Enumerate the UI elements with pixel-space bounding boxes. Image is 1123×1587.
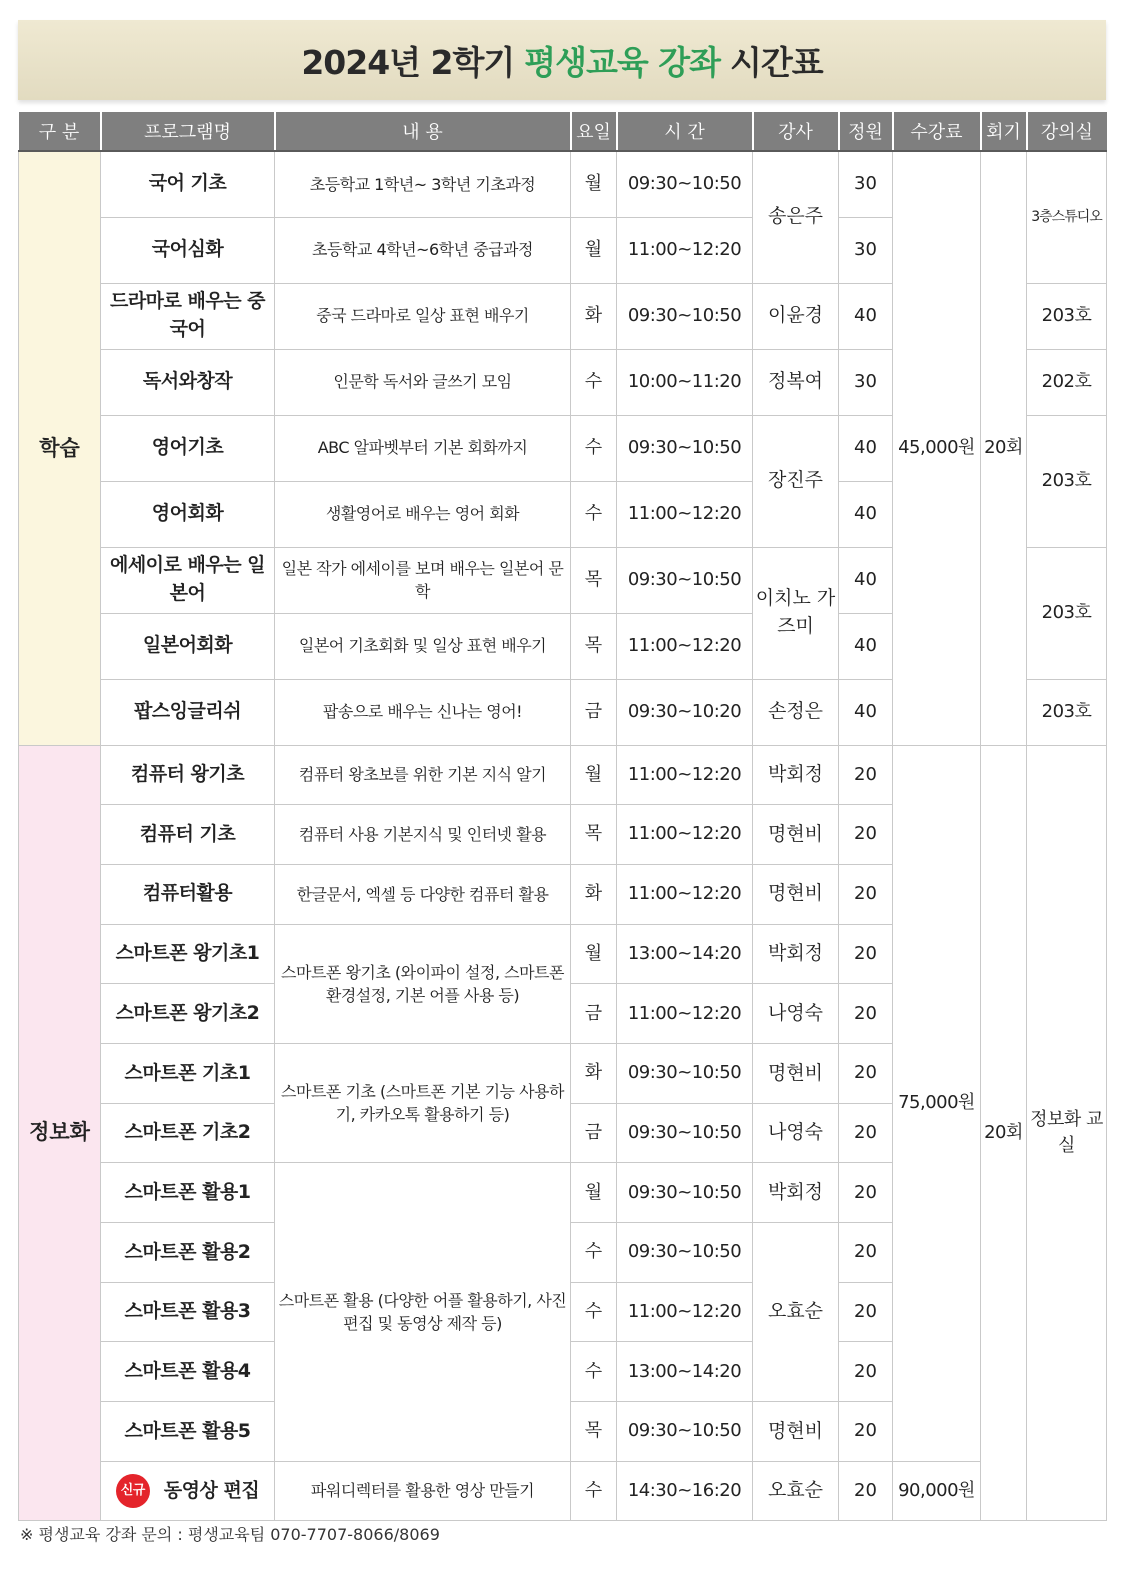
- time: 11:00~12:20: [617, 481, 753, 547]
- instructor: 박회정: [753, 745, 839, 805]
- instructor: 장진주: [753, 415, 839, 547]
- day: 월: [571, 924, 617, 984]
- header-program: 프로그램명: [101, 112, 275, 151]
- capacity: 20: [839, 1103, 893, 1163]
- instructor: 오효순: [753, 1461, 839, 1520]
- capacity: 40: [839, 547, 893, 613]
- time: 09:30~10:50: [617, 283, 753, 349]
- program-name: 컴퓨터 왕기초: [101, 745, 275, 805]
- program-desc: 한글문서, 엑셀 등 다양한 컴퓨터 활용: [275, 864, 571, 924]
- instructor: 이윤경: [753, 283, 839, 349]
- capacity: 20: [839, 1223, 893, 1283]
- capacity: 20: [839, 1402, 893, 1462]
- program-name: 스마트폰 왕기초2: [101, 984, 275, 1044]
- capacity: 20: [839, 864, 893, 924]
- program-desc: 일본 작가 에세이를 보며 배우는 일본어 문학: [275, 547, 571, 613]
- day: 수: [571, 1342, 617, 1402]
- capacity: 30: [839, 349, 893, 415]
- day: 수: [571, 481, 617, 547]
- timetable: [18, 112, 1107, 1521]
- program-name: 독서와창작: [101, 349, 275, 415]
- program-desc: 일본어 기초회화 및 일상 표현 배우기: [275, 613, 571, 679]
- capacity: 40: [839, 283, 893, 349]
- program-name: 팝스잉글리쉬: [101, 679, 275, 745]
- time: 09:30~10:50: [617, 415, 753, 481]
- room: 203호: [1027, 547, 1107, 679]
- header-row: [19, 112, 1107, 151]
- program-name: 스마트폰 활용5: [101, 1402, 275, 1462]
- program-name: 컴퓨터 기초: [101, 805, 275, 865]
- instructor: 박회정: [753, 1163, 839, 1223]
- program-name: 스마트폰 활용2: [101, 1223, 275, 1283]
- room: 202호: [1027, 349, 1107, 415]
- program-desc: 스마트폰 활용 (다양한 어플 활용하기, 사진편집 및 동영상 제작 등): [275, 1163, 571, 1461]
- time: 09:30~10:50: [617, 1402, 753, 1462]
- day: 목: [571, 1402, 617, 1462]
- program-name: 스마트폰 왕기초1: [101, 924, 275, 984]
- capacity: 40: [839, 415, 893, 481]
- time: 09:30~10:50: [617, 1103, 753, 1163]
- capacity: 20: [839, 805, 893, 865]
- program-name: 국어 기초: [101, 151, 275, 217]
- time: 11:00~12:20: [617, 613, 753, 679]
- time: 11:00~12:20: [617, 805, 753, 865]
- capacity: 40: [839, 613, 893, 679]
- day: 월: [571, 745, 617, 805]
- header-time: 시 간: [617, 112, 753, 151]
- capacity: 20: [839, 924, 893, 984]
- program-name: 스마트폰 기초1: [101, 1043, 275, 1103]
- time: 09:30~10:50: [617, 1223, 753, 1283]
- time: 10:00~11:20: [617, 349, 753, 415]
- program-name: 드라마로 배우는 중국어: [101, 283, 275, 349]
- capacity: 20: [839, 1043, 893, 1103]
- time: 11:00~12:20: [617, 745, 753, 805]
- capacity: 20: [839, 1282, 893, 1342]
- day: 월: [571, 151, 617, 217]
- day: 화: [571, 864, 617, 924]
- capacity: 40: [839, 679, 893, 745]
- header-category: 구 분: [19, 112, 101, 151]
- room: 3층스튜디오: [1027, 151, 1107, 283]
- header-capacity: 정원: [839, 112, 893, 151]
- program-name: 스마트폰 활용4: [101, 1342, 275, 1402]
- day: 월: [571, 217, 617, 283]
- fee-info: 75,000원: [893, 745, 981, 1461]
- title-suffix: 시간표: [730, 42, 823, 82]
- sessions-info: 20회: [981, 745, 1027, 1520]
- room: 203호: [1027, 415, 1107, 547]
- category-info: 정보화: [19, 745, 101, 1520]
- day: 화: [571, 283, 617, 349]
- program-desc: 스마트폰 왕기초 (와이파이 설정, 스마트폰 환경설정, 기본 어플 사용 등): [275, 924, 571, 1043]
- program-desc: 스마트폰 기초 (스마트폰 기본 기능 사용하기, 카카오톡 활용하기 등): [275, 1043, 571, 1162]
- instructor: 손정은: [753, 679, 839, 745]
- day: 수: [571, 1461, 617, 1520]
- capacity: 30: [839, 217, 893, 283]
- footer-note: ※ 평생교육 강좌 문의 : 평생교육팀 070-7707-8066/8069: [20, 1525, 440, 1544]
- day: 월: [571, 1163, 617, 1223]
- program-name-cell: [101, 1461, 275, 1520]
- day: 수: [571, 1282, 617, 1342]
- header-instructor: 강사: [753, 112, 839, 151]
- room: 203호: [1027, 283, 1107, 349]
- capacity: 20: [839, 745, 893, 805]
- program-name: 동영상 편집: [163, 1479, 260, 1502]
- program-name: 에세이로 배우는 일본어: [101, 547, 275, 613]
- table-row: [19, 745, 1107, 805]
- capacity: 20: [839, 1163, 893, 1223]
- header-sessions: 회기: [981, 112, 1027, 151]
- room-info: 정보화 교실: [1027, 745, 1107, 1520]
- program-desc: 컴퓨터 왕초보를 위한 기본 지식 알기: [275, 745, 571, 805]
- program-name: 영어기초: [101, 415, 275, 481]
- sessions-study: 20회: [981, 151, 1027, 745]
- time: 13:00~14:20: [617, 924, 753, 984]
- program-desc: 컴퓨터 사용 기본지식 및 인터넷 활용: [275, 805, 571, 865]
- fee-new: 90,000원: [893, 1461, 981, 1520]
- program-name: 영어회화: [101, 481, 275, 547]
- category-study: 학습: [19, 151, 101, 745]
- time: 11:00~12:20: [617, 217, 753, 283]
- instructor: 이치노 가즈미: [753, 547, 839, 679]
- time: 09:30~10:20: [617, 679, 753, 745]
- header-room: 강의실: [1027, 112, 1107, 151]
- page-title: [301, 37, 822, 84]
- title-prefix: 2024년 2학기: [301, 42, 515, 82]
- time: 11:00~12:20: [617, 984, 753, 1044]
- header-fee: 수강료: [893, 112, 981, 151]
- fee-study: 45,000원: [893, 151, 981, 745]
- program-desc: 인문학 독서와 글쓰기 모임: [275, 349, 571, 415]
- instructor: 박회정: [753, 924, 839, 984]
- program-name: 컴퓨터활용: [101, 864, 275, 924]
- day: 금: [571, 984, 617, 1044]
- time: 14:30~16:20: [617, 1461, 753, 1520]
- program-desc: 파워디렉터를 활용한 영상 만들기: [275, 1461, 571, 1520]
- day: 화: [571, 1043, 617, 1103]
- instructor: 명현비: [753, 1043, 839, 1103]
- time: 09:30~10:50: [617, 1043, 753, 1103]
- instructor: 오효순: [753, 1223, 839, 1402]
- program-desc: ABC 알파벳부터 기본 회화까지: [275, 415, 571, 481]
- time: 13:00~14:20: [617, 1342, 753, 1402]
- title-band: [18, 20, 1106, 100]
- program-name: 국어심화: [101, 217, 275, 283]
- instructor: 명현비: [753, 864, 839, 924]
- program-desc: 중국 드라마로 일상 표현 배우기: [275, 283, 571, 349]
- time: 11:00~12:20: [617, 864, 753, 924]
- day: 목: [571, 805, 617, 865]
- day: 수: [571, 1223, 617, 1283]
- time: 09:30~10:50: [617, 151, 753, 217]
- room: 203호: [1027, 679, 1107, 745]
- day: 목: [571, 547, 617, 613]
- capacity: 20: [839, 1461, 893, 1520]
- instructor: 나영숙: [753, 1103, 839, 1163]
- time: 11:00~12:20: [617, 1282, 753, 1342]
- day: 금: [571, 679, 617, 745]
- program-name: 스마트폰 활용1: [101, 1163, 275, 1223]
- program-name: 일본어회화: [101, 613, 275, 679]
- instructor: 명현비: [753, 805, 839, 865]
- capacity: 20: [839, 1342, 893, 1402]
- day: 수: [571, 415, 617, 481]
- program-name: 스마트폰 활용3: [101, 1282, 275, 1342]
- time: 09:30~10:50: [617, 1163, 753, 1223]
- capacity: 40: [839, 481, 893, 547]
- instructor: 송은주: [753, 151, 839, 283]
- program-desc: 팝송으로 배우는 신나는 영어!: [275, 679, 571, 745]
- day: 목: [571, 613, 617, 679]
- program-desc: 초등학교 4학년~6학년 중급과정: [275, 217, 571, 283]
- instructor: 명현비: [753, 1402, 839, 1462]
- program-desc: 생활영어로 배우는 영어 회화: [275, 481, 571, 547]
- title-highlight: 평생교육 강좌: [524, 42, 721, 82]
- program-name: 스마트폰 기초2: [101, 1103, 275, 1163]
- instructor: 나영숙: [753, 984, 839, 1044]
- instructor: 정복여: [753, 349, 839, 415]
- header-day: 요일: [571, 112, 617, 151]
- header-content: 내 용: [275, 112, 571, 151]
- day: 수: [571, 349, 617, 415]
- time: 09:30~10:50: [617, 547, 753, 613]
- table-row: [19, 1461, 1107, 1520]
- table-row: [19, 151, 1107, 217]
- capacity: 20: [839, 984, 893, 1044]
- new-badge: 신규: [116, 1474, 150, 1508]
- day: 금: [571, 1103, 617, 1163]
- capacity: 30: [839, 151, 893, 217]
- program-desc: 초등학교 1학년~ 3학년 기초과정: [275, 151, 571, 217]
